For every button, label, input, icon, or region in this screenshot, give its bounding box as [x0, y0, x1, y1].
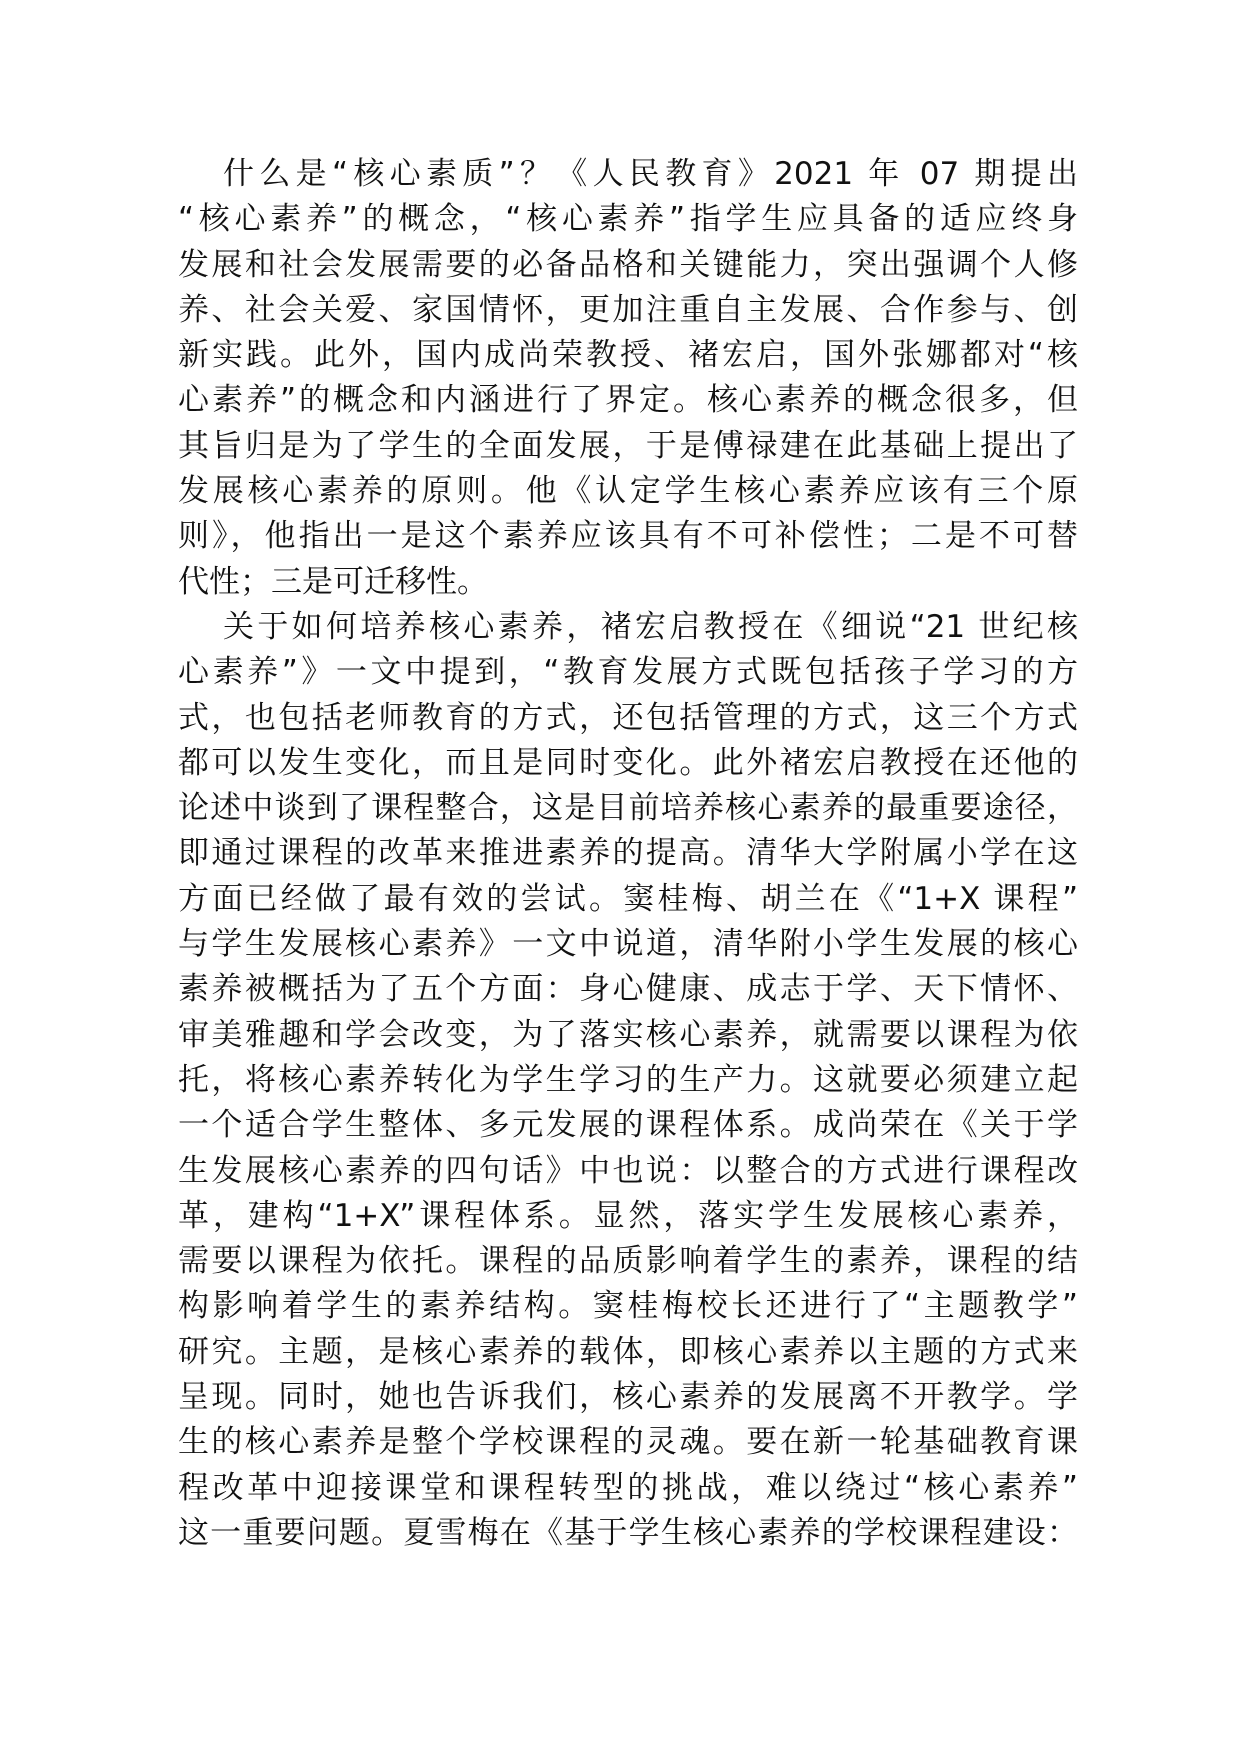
text-line: 关于如何培养核心素养，褚宏启教授在《细说“21 世纪核	[223, 608, 1078, 645]
body-text	[178, 152, 1078, 1556]
paragraph-1	[178, 152, 1078, 605]
text-line: 心素养”的概念和内涵进行了界定。核心素养的概念很多，但	[178, 382, 1078, 419]
text-line: 程改革中迎接课堂和课程转型的挑战，难以绕过“核心素养”	[178, 1469, 1078, 1506]
text-line: 与学生发展核心素养》一文中说道，清华附小学生发展的核心	[178, 926, 1078, 963]
text-line: 养、社会关爱、家国情怀，更加注重自主发展、合作参与、创	[178, 291, 1078, 328]
text-line: 新实践。此外，国内成尚荣教授、褚宏启，国外张娜都对“核	[178, 337, 1078, 374]
text-line: 则》，他指出一是这个素养应该具有不可补偿性；二是不可替	[178, 518, 1078, 555]
text-line: 其旨归是为了学生的全面发展，于是傅禄建在此基础上提出了	[178, 427, 1078, 464]
text-line: 托，将核心素养转化为学生学习的生产力。这就要必须建立起	[178, 1061, 1078, 1098]
text-line: 一个适合学生整体、多元发展的课程体系。成尚荣在《关于学	[178, 1107, 1078, 1144]
paragraph-2	[178, 605, 1078, 1556]
text-line: 生发展核心素养的四句话》中也说：以整合的方式进行课程改	[178, 1152, 1078, 1189]
text-line: 什么是“核心素质”？《人民教育》2021 年 07 期提出	[223, 156, 1078, 192]
text-line: 构影响着学生的素养结构。窦桂梅校长还进行了“主题教学”	[178, 1288, 1078, 1325]
text-line: 需要以课程为依托。课程的品质影响着学生的素养，课程的结	[178, 1243, 1078, 1280]
text-line: 代性；三是可迁移性。	[178, 563, 488, 600]
text-line: 审美雅趣和学会改变，为了落实核心素养，就需要以课程为依	[178, 1016, 1078, 1053]
text-line: 研究。主题，是核心素养的载体，即核心素养以主题的方式来	[178, 1333, 1078, 1370]
text-line: 革，建构“1+X”课程体系。显然，落实学生发展核心素养，	[178, 1197, 1078, 1234]
text-line: 素养被概括为了五个方面：身心健康、成志于学、天下情怀、	[178, 971, 1078, 1008]
text-line: “核心素养”的概念，“核心素养”指学生应具备的适应终身	[178, 201, 1078, 238]
text-line: 发展和社会发展需要的必备品格和关键能力，突出强调个人修	[178, 246, 1078, 283]
text-line: 都可以发生变化，而且是同时变化。此外褚宏启教授在还他的	[178, 744, 1078, 781]
text-line: 式，也包括老师教育的方式，还包括管理的方式，这三个方式	[178, 699, 1078, 736]
text-line: 发展核心素养的原则。他《认定学生核心素养应该有三个原	[178, 473, 1078, 510]
text-line: 生的核心素养是整个学校课程的灵魂。要在新一轮基础教育课	[178, 1424, 1078, 1461]
text-line: 论述中谈到了课程整合，这是目前培养核心素养的最重要途径，	[178, 790, 1078, 827]
text-line: 方面已经做了最有效的尝试。窦桂梅、胡兰在《“1+X 课程”	[178, 880, 1078, 917]
text-line: 呈现。同时，她也告诉我们，核心素养的发展离不开教学。学	[178, 1379, 1078, 1416]
text-line: 这一重要问题。夏雪梅在《基于学生核心素养的学校课程建设：	[178, 1514, 1078, 1551]
text-line: 心素养”》一文中提到，“教育发展方式既包括孩子学习的方	[178, 654, 1078, 691]
text-line: 即通过课程的改革来推进素养的提高。清华大学附属小学在这	[178, 835, 1078, 872]
